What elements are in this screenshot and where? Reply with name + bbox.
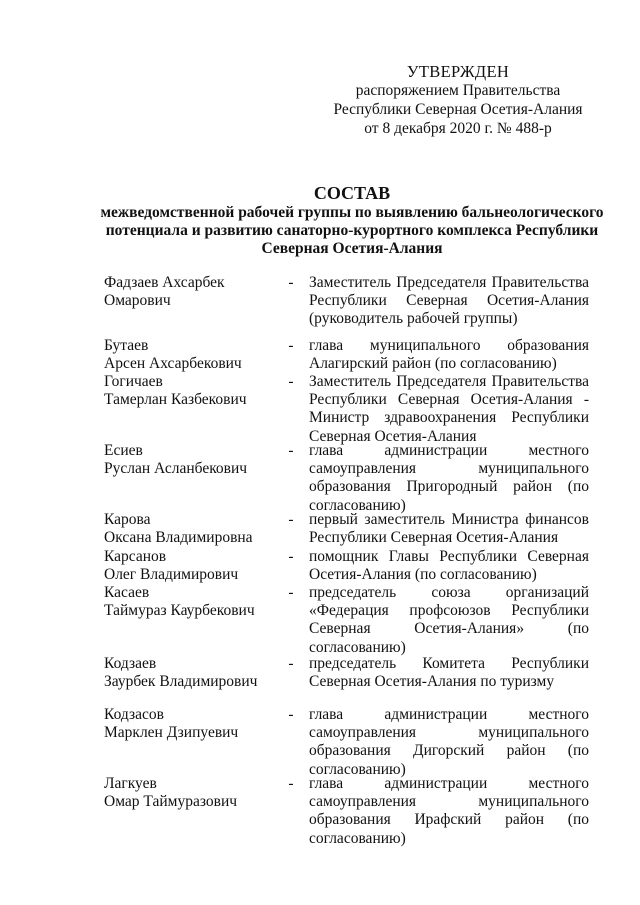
title-main: СОСТАВ xyxy=(313,183,391,203)
member-dash: - xyxy=(288,548,294,565)
approval-heading: УТВЕРЖДЕН xyxy=(406,62,510,81)
member-name xyxy=(104,373,279,409)
member-surname: Есиев xyxy=(104,442,143,459)
approval-line-3: от 8 декабря 2020 г. № 488-р xyxy=(364,120,552,137)
member-name xyxy=(104,511,279,547)
document-title xyxy=(92,182,612,258)
member-given-name: Олег Владимирович xyxy=(104,566,239,584)
approval-stamp xyxy=(318,62,598,138)
member-surname: Бутаев xyxy=(104,337,149,354)
member-dash: - xyxy=(288,655,294,672)
member-role: Заместитель Председателя Правительства Республики Северная Осетия-Алания - Министр здравоохранения Республики Северная Осетия-Алания xyxy=(309,373,589,445)
member-given-name: Оксана Владимировна xyxy=(104,529,253,547)
member-dash: - xyxy=(288,274,294,291)
member-surname: Касаев xyxy=(104,584,150,601)
member-dash: - xyxy=(288,706,294,723)
member-surname: Кодзасов xyxy=(104,706,164,723)
member-role: глава администрации местного самоуправления муниципального образования Дигорский район (по согласованию) xyxy=(309,706,589,778)
member-given-name: Заурбек Владимирович xyxy=(104,673,258,691)
member-name xyxy=(104,337,279,373)
title-line-2: потенциала и развитию санаторно-курортного комплекса Республики xyxy=(105,222,599,239)
member-surname: Фадзаев Ахсарбек xyxy=(104,274,225,291)
member-surname: Кодзаев xyxy=(104,655,157,672)
member-name xyxy=(104,442,279,478)
approval-line-1: распоряжением Правительства xyxy=(355,82,561,99)
member-name xyxy=(104,274,279,310)
member-given-name: Таймураз Каурбекович xyxy=(104,602,255,620)
member-dash: - xyxy=(288,584,294,601)
member-given-name: Омар Таймуразович xyxy=(104,793,238,811)
member-surname: Лагкуев xyxy=(104,775,157,792)
approval-line-2: Республики Северная Осетия-Алания xyxy=(333,101,583,118)
member-role: первый заместитель Министра финансов Республики Северная Осетия-Алания xyxy=(309,511,589,547)
member-dash: - xyxy=(288,442,294,459)
member-surname: Карова xyxy=(104,511,151,528)
member-role: глава администрации местного самоуправления муниципального образования Пригородный район (по согласованию) xyxy=(309,442,589,514)
member-role: глава администрации местного самоуправления муниципального образования Ирафский район (по согласованию) xyxy=(309,775,589,847)
member-surname: Карсанов xyxy=(104,548,167,565)
title-line-3: Северная Осетия-Алания xyxy=(261,240,443,257)
member-name xyxy=(104,655,279,691)
member-name xyxy=(104,706,279,742)
member-given-name: Марклен Дзипуевич xyxy=(104,724,239,742)
member-given-name: Руслан Асланбекович xyxy=(104,460,248,478)
member-given-name: Арсен Ахсарбекович xyxy=(104,355,242,373)
member-role: председатель союза организаций «Федерация профсоюзов Республики Северная Осетия-Алания» (по согласованию) xyxy=(309,584,589,656)
member-dash: - xyxy=(288,337,294,354)
member-name xyxy=(104,775,279,811)
member-dash: - xyxy=(288,775,294,792)
member-role: помощник Главы Республики Северная Осетия-Алания (по согласованию) xyxy=(309,548,589,584)
member-name xyxy=(104,548,279,584)
member-role: Заместитель Председателя Правительства Республики Северная Осетия-Алания (руководитель рабочей группы) xyxy=(309,274,589,328)
member-given-name: Тамерлан Казбекович xyxy=(104,391,247,409)
member-surname: Гогичаев xyxy=(104,373,163,390)
title-line-1: межведомственной рабочей группы по выявлению бальнеологического xyxy=(100,204,604,221)
member-dash: - xyxy=(288,511,294,528)
member-name xyxy=(104,584,279,620)
member-role: глава муниципального образования Алагирский район (по согласованию) xyxy=(309,337,589,373)
member-dash: - xyxy=(288,373,294,390)
member-role: председатель Комитета Республики Северная Осетия-Алания по туризму xyxy=(309,655,589,691)
member-given-name: Омарович xyxy=(104,292,171,310)
